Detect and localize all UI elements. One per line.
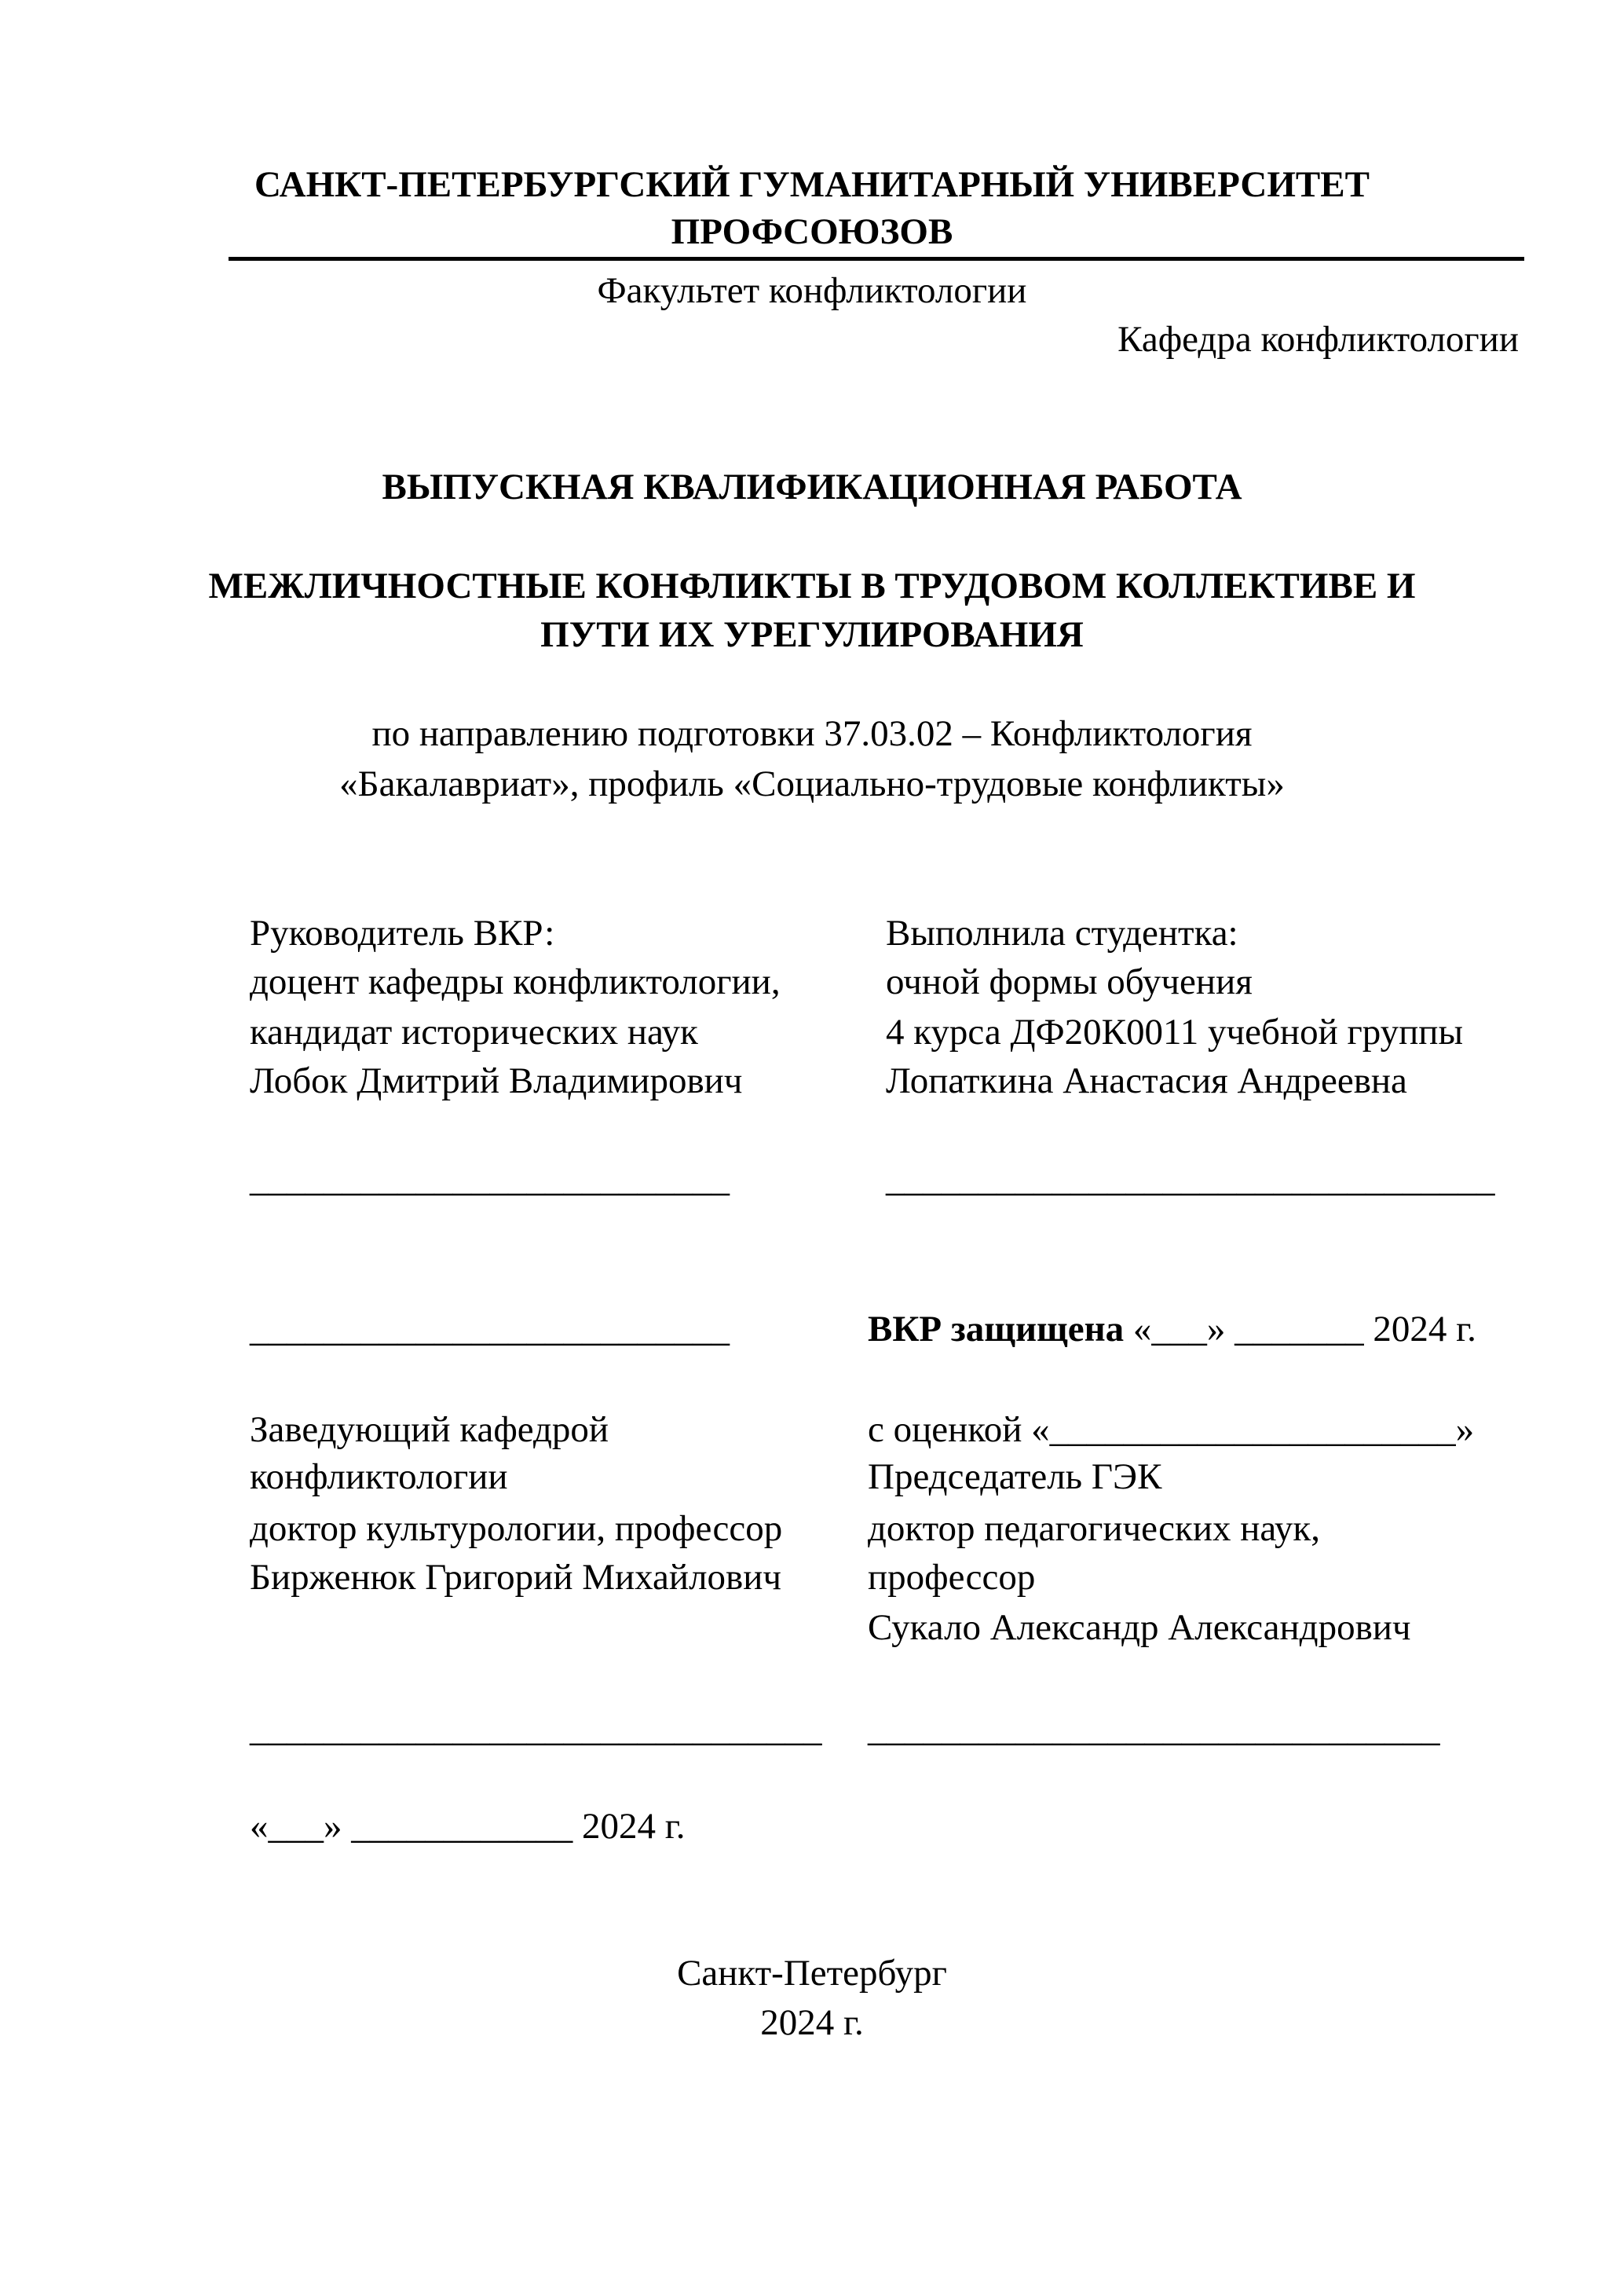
city: Санкт-Петербург <box>677 1953 947 1994</box>
student-line: очной формы обучения <box>886 961 1253 1002</box>
direction-line-2: «Бакалавриат», профиль «Социально-трудовые конфликты» <box>339 764 1285 804</box>
university-line-1: САНКТ-ПЕТЕРБУРГСКИЙ ГУМАНИТАРНЫЙ УНИВЕРСИТЕТ <box>254 164 1370 205</box>
gek-line: профессор <box>868 1557 1036 1598</box>
work-type: ВЫПУСКНАЯ КВАЛИФИКАЦИОННАЯ РАБОТА <box>382 467 1242 507</box>
supervisor-line: доцент кафедры конфликтологии, <box>250 961 781 1002</box>
head-line: Заведующий кафедрой <box>250 1409 609 1450</box>
gek-chair-name: Сукало Александр Александрович <box>868 1607 1411 1648</box>
header-rule <box>229 257 1524 261</box>
gek-signature-line: _______________________________ <box>868 1708 1440 1749</box>
gek-line: Председатель ГЭК <box>868 1456 1162 1497</box>
direction-line-1: по направлению подготовки 37.03.02 – Конфликтология <box>371 713 1253 754</box>
defense-grade: с оценкой «______________________» <box>868 1409 1475 1450</box>
topic-line-1: МЕЖЛИЧНОСТНЫЕ КОНФЛИКТЫ В ТРУДОВОМ КОЛЛЕКТИВЕ И <box>208 566 1416 606</box>
supervisor-signature-line: __________________________ <box>250 1159 730 1199</box>
student-line: 4 курса ДФ20К0011 учебной группы <box>886 1012 1464 1053</box>
head-line: доктор культурологии, профессор <box>250 1508 783 1549</box>
head-signature-date: «___» ____________ 2024 г. <box>250 1806 686 1847</box>
supervisor-line: кандидат исторических наук <box>250 1012 698 1053</box>
gek-line: доктор педагогических наук, <box>868 1508 1320 1549</box>
defense-label: ВКР защищена <box>868 1309 1125 1349</box>
faculty: Факультет конфликтологии <box>597 270 1027 311</box>
university-line-2: ПРОФСОЮЗОВ <box>671 211 953 252</box>
student-signature-line: _________________________________ <box>886 1159 1495 1199</box>
student-line: Выполнила студентка: <box>886 913 1238 954</box>
left-signature-line-2: __________________________ <box>250 1309 730 1349</box>
defense-date: «___» _______ 2024 г. <box>1124 1309 1476 1349</box>
supervisor-name: Лобок Дмитрий Владимирович <box>250 1060 743 1101</box>
defense-status <box>868 1305 1476 1353</box>
student-name: Лопаткина Анастасия Андреевна <box>886 1060 1407 1101</box>
head-signature-line: _______________________________ <box>250 1708 822 1749</box>
topic-line-2: ПУТИ ИХ УРЕГУЛИРОВАНИЯ <box>540 614 1084 655</box>
supervisor-line: Руководитель ВКР: <box>250 913 555 954</box>
department: Кафедра конфликтологии <box>1117 319 1519 360</box>
year: 2024 г. <box>760 2002 864 2043</box>
head-name: Бирженюк Григорий Михайлович <box>250 1557 782 1598</box>
head-line: конфликтологии <box>250 1456 508 1497</box>
